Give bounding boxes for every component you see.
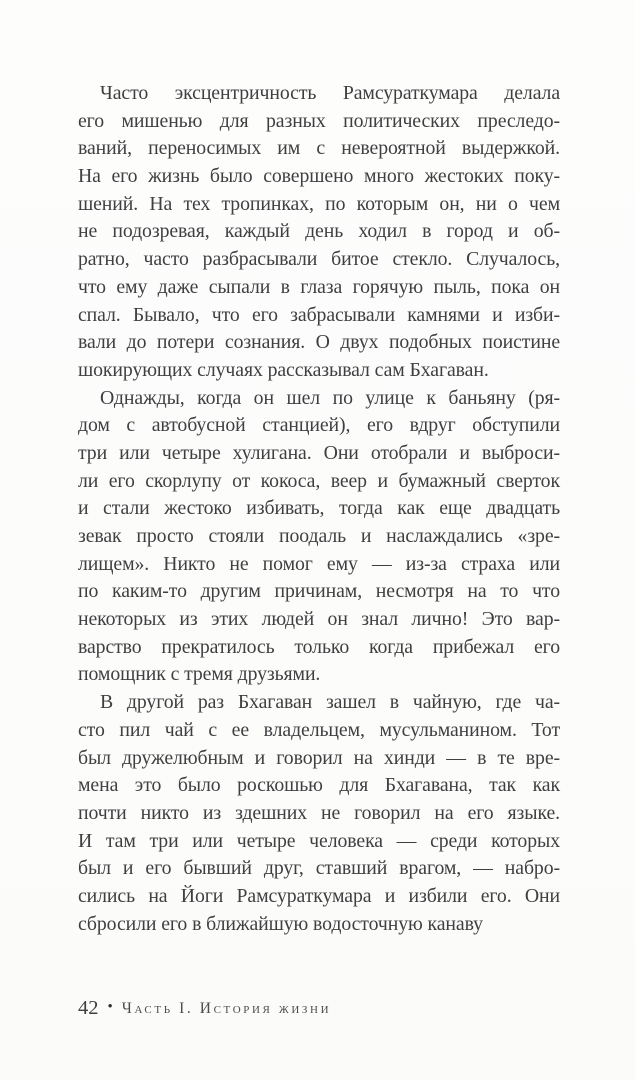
text-line: три или четыре хулигана. Они отобрали и выброси-	[78, 441, 560, 464]
bullet-separator-icon: •	[107, 998, 113, 1015]
running-title: Часть I. История жизни	[121, 999, 332, 1017]
text-line: по каким-то другим причинам, несмотря на то что	[78, 580, 560, 603]
text-line: шений. На тех тропинках, по которым он, ни о чем	[78, 192, 560, 215]
text-line: сбросили его в ближайшую водосточную канаву	[78, 912, 483, 935]
text-line: не подозревая, каждый день ходил в город и об-	[78, 220, 560, 243]
page-text	[78, 80, 560, 938]
text-line: был и его бывший друг, ставший врагом, — набро-	[78, 857, 560, 880]
text-line: ваний, переносимых им с невероятной выдержкой.	[78, 137, 560, 160]
text-line: сто пил чай с ее владельцем, мусульманином. Тот	[78, 718, 560, 741]
text-line: сились на Йоги Рамсураткумара и избили его. Они	[78, 884, 560, 907]
text-line: ли его скорлупу от кокоса, веер и бумажный сверток	[78, 469, 560, 492]
text-line: спал. Бывало, что его забрасывали камнями и изби-	[78, 303, 560, 326]
text-line: лищем». Никто не помог ему — из-за страха или	[78, 552, 560, 575]
text-line: ратно, часто разбрасывали битое стекло. Случалось,	[78, 248, 560, 271]
text-line: и стали жестоко избивать, тогда как еще двадцать	[78, 497, 560, 520]
text-line: почти никто из здешних не говорил на его языке.	[78, 801, 560, 824]
text-line: зевак просто стояли поодаль и наслаждались «зре-	[78, 525, 560, 547]
text-line: дом с автобусной станцией), его вдруг обступили	[78, 414, 560, 437]
text-line: вали до потери сознания. О двух подобных поистине	[78, 331, 560, 354]
text-line: Часто эксцентричность Рамсураткумара делала	[100, 82, 560, 104]
text-line: И там три или четыре человека — среди которых	[78, 829, 560, 852]
text-line: мена это было роскошью для Бхагавана, так как	[78, 774, 560, 797]
text-line: помощник с тремя друзьями.	[78, 663, 321, 686]
text-line: что ему даже сыпали в глаза горячую пыль, пока он	[78, 275, 560, 298]
page-footer	[78, 998, 331, 1019]
text-line: В другой раз Бхагаван зашел в чайную, где ча-	[100, 691, 560, 714]
page-number: 42	[78, 997, 99, 1019]
text-line: шокирующих случаях рассказывал сам Бхагаван.	[78, 358, 489, 381]
text-line: его мишенью для разных политических преследо-	[78, 109, 560, 132]
text-line: был дружелюбным и говорил на хинди — в те вре-	[78, 746, 560, 769]
text-line: Однажды, когда он шел по улице к баньяну (ря-	[100, 386, 560, 409]
text-line: На его жизнь было совершено много жестоких поку-	[78, 165, 560, 188]
text-line: варство прекратилось только когда прибежал его	[78, 635, 560, 658]
text-line: некоторых из этих людей он знал лично! Это вар-	[78, 608, 560, 631]
